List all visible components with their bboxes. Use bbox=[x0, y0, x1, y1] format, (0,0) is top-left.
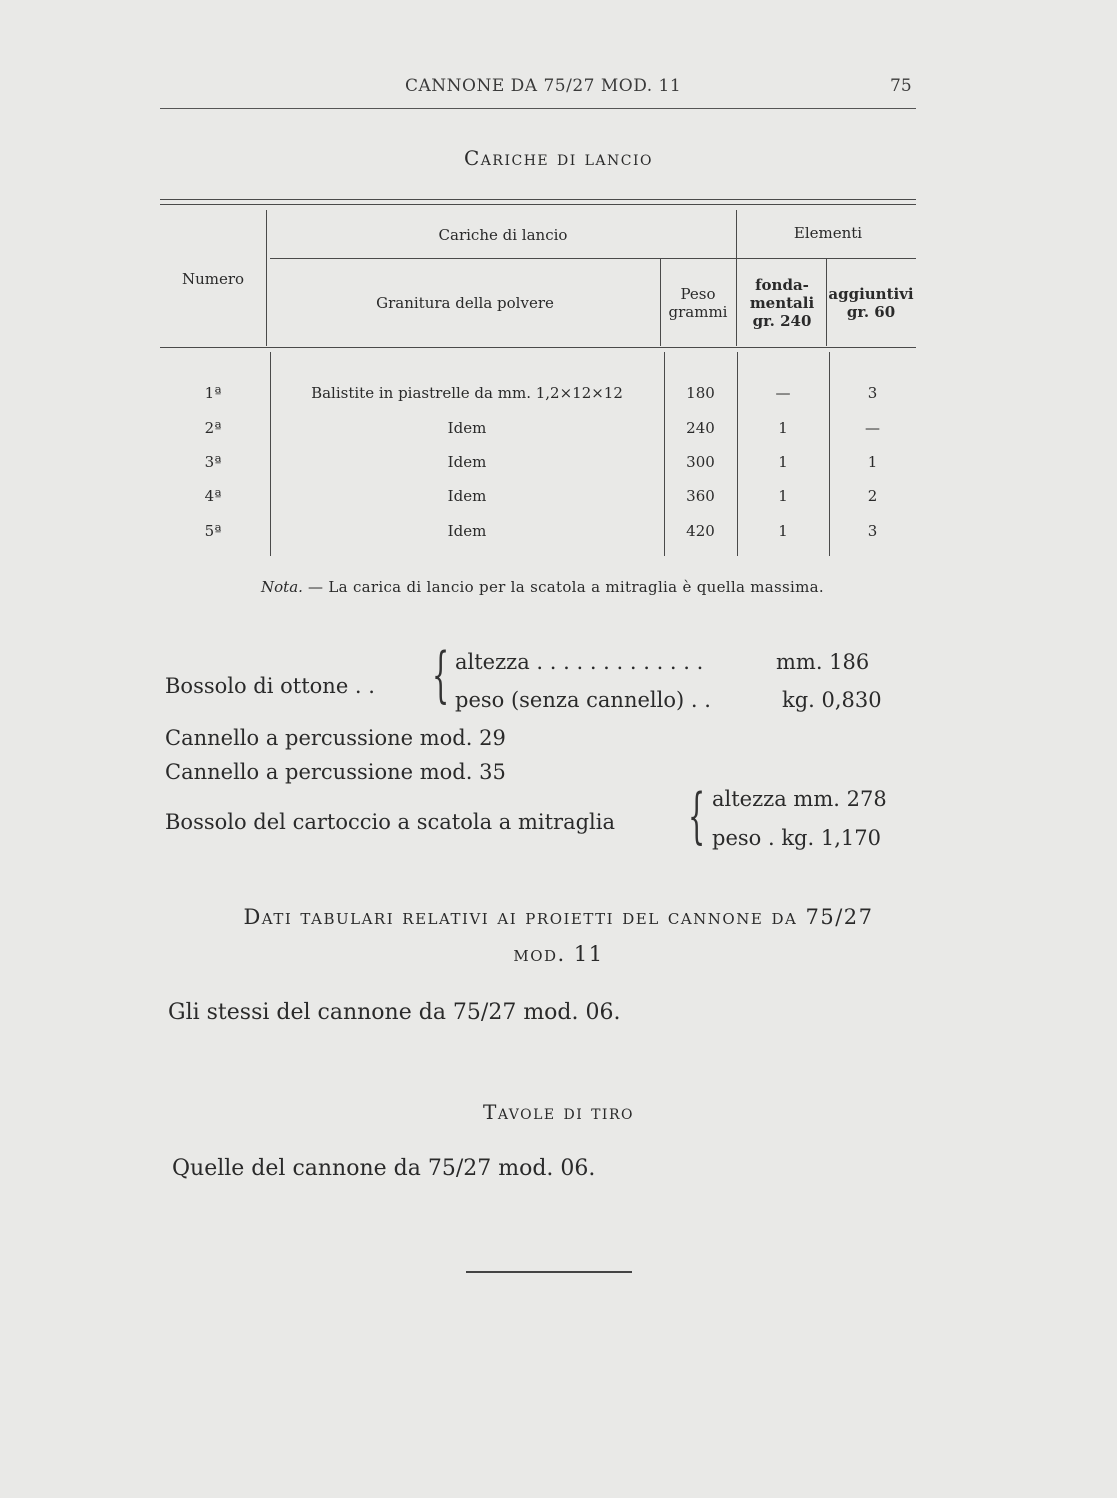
running-head: CANNONE DA 75/27 MOD. 11 bbox=[405, 76, 682, 96]
cell-granitura: Idem bbox=[447, 453, 487, 471]
header-fond-line2: mentali bbox=[749, 294, 815, 312]
cell-aggiuntivi: 3 bbox=[867, 522, 878, 540]
note-label: Nota. bbox=[261, 578, 303, 596]
bossolo-cartoccio-peso: peso . kg. 1,170 bbox=[712, 826, 881, 850]
bossolo-ottone-label: Bossolo di ottone . . bbox=[165, 674, 375, 698]
cannello-mod-35: Cannello a percussione mod. 35 bbox=[165, 760, 506, 784]
cell-granitura: Balistite in piastrelle da mm. 1,2×12×12 bbox=[311, 384, 623, 402]
cell-fondamentali: 1 bbox=[778, 522, 788, 540]
header-agg-line1: aggiuntivi bbox=[828, 285, 914, 303]
bossolo-ottone-peso-value: kg. 0,830 bbox=[782, 688, 882, 712]
cell-fondamentali: — bbox=[775, 384, 791, 402]
cell-aggiuntivi: 2 bbox=[867, 487, 878, 505]
cell-fondamentali: 1 bbox=[778, 419, 788, 437]
section-title-cariche: Cariche di lancio bbox=[464, 146, 653, 170]
header-aggiuntivi bbox=[826, 285, 916, 321]
header-agg-line2: gr. 60 bbox=[846, 303, 896, 321]
brace-icon: { bbox=[688, 781, 706, 851]
header-rule bbox=[160, 108, 916, 109]
bossolo-cartoccio-altezza: altezza mm. 278 bbox=[712, 787, 887, 811]
header-peso-line2: grammi bbox=[668, 303, 728, 321]
section-title-tavole: Tavole di tiro bbox=[483, 1100, 634, 1124]
tavole-text: Quelle del cannone da 75/27 mod. 06. bbox=[172, 1156, 596, 1181]
table-vline-1-head bbox=[266, 210, 267, 346]
bossolo-ottone-altezza-label: altezza . . . . . . . . . . . . . bbox=[455, 650, 704, 674]
table-vline-2-head bbox=[736, 210, 737, 346]
cell-numero: 2ª bbox=[204, 419, 222, 437]
section-title-dati-line2: mod. 11 bbox=[513, 942, 604, 966]
cell-numero: 1ª bbox=[204, 384, 222, 402]
bossolo-ottone-peso-label: peso (senza cannello) . . bbox=[455, 688, 711, 712]
cell-granitura: Idem bbox=[447, 522, 487, 540]
cell-aggiuntivi: 3 bbox=[867, 384, 878, 402]
header-fond-line3: gr. 240 bbox=[752, 312, 812, 330]
cell-aggiuntivi: — bbox=[865, 419, 880, 437]
header-granitura: Granitura della polvere bbox=[376, 294, 554, 312]
header-peso bbox=[660, 285, 736, 321]
cell-peso: 420 bbox=[686, 522, 715, 540]
header-fondamentali bbox=[738, 276, 826, 330]
cell-peso: 360 bbox=[686, 487, 715, 505]
page-number: 75 bbox=[890, 76, 912, 96]
cell-peso: 300 bbox=[686, 453, 715, 471]
bossolo-cartoccio-label: Bossolo del cartoccio a scatola a mitraglia bbox=[165, 810, 615, 834]
cannello-mod-29: Cannello a percussione mod. 29 bbox=[165, 726, 506, 750]
header-cariche-group: Cariche di lancio bbox=[438, 226, 568, 244]
note-text: — La carica di lancio per la scatola a mitraglia è quella massima. bbox=[308, 578, 824, 596]
table-header-rule bbox=[160, 347, 916, 348]
end-rule bbox=[466, 1271, 632, 1273]
table-top-rule bbox=[160, 199, 916, 200]
table-note bbox=[0, 578, 1085, 596]
cell-peso: 180 bbox=[686, 384, 715, 402]
cariche-table bbox=[160, 196, 916, 561]
cell-numero: 4ª bbox=[204, 487, 222, 505]
cell-fondamentali: 1 bbox=[778, 487, 788, 505]
header-elementi-group: Elementi bbox=[793, 224, 863, 242]
table-group-rule bbox=[270, 258, 916, 259]
bossolo-ottone-altezza-value: mm. 186 bbox=[776, 650, 870, 674]
dati-text: Gli stessi del cannone da 75/27 mod. 06. bbox=[168, 1000, 621, 1025]
cell-fondamentali: 1 bbox=[778, 453, 788, 471]
header-numero: Numero bbox=[181, 270, 245, 288]
header-peso-line1: Peso bbox=[680, 285, 716, 303]
cell-numero: 5ª bbox=[204, 522, 222, 540]
cell-peso: 240 bbox=[686, 419, 715, 437]
table-top-rule-2 bbox=[160, 204, 916, 205]
cell-granitura: Idem bbox=[447, 487, 487, 505]
header-fond-line1: fonda- bbox=[755, 276, 809, 294]
cell-numero: 3ª bbox=[204, 453, 222, 471]
brace-icon: { bbox=[432, 640, 450, 710]
section-title-dati: Dati tabulari relativi ai proietti del cannone da 75/27 bbox=[243, 905, 874, 929]
cell-aggiuntivi: 1 bbox=[867, 453, 878, 471]
cell-granitura: Idem bbox=[447, 419, 487, 437]
